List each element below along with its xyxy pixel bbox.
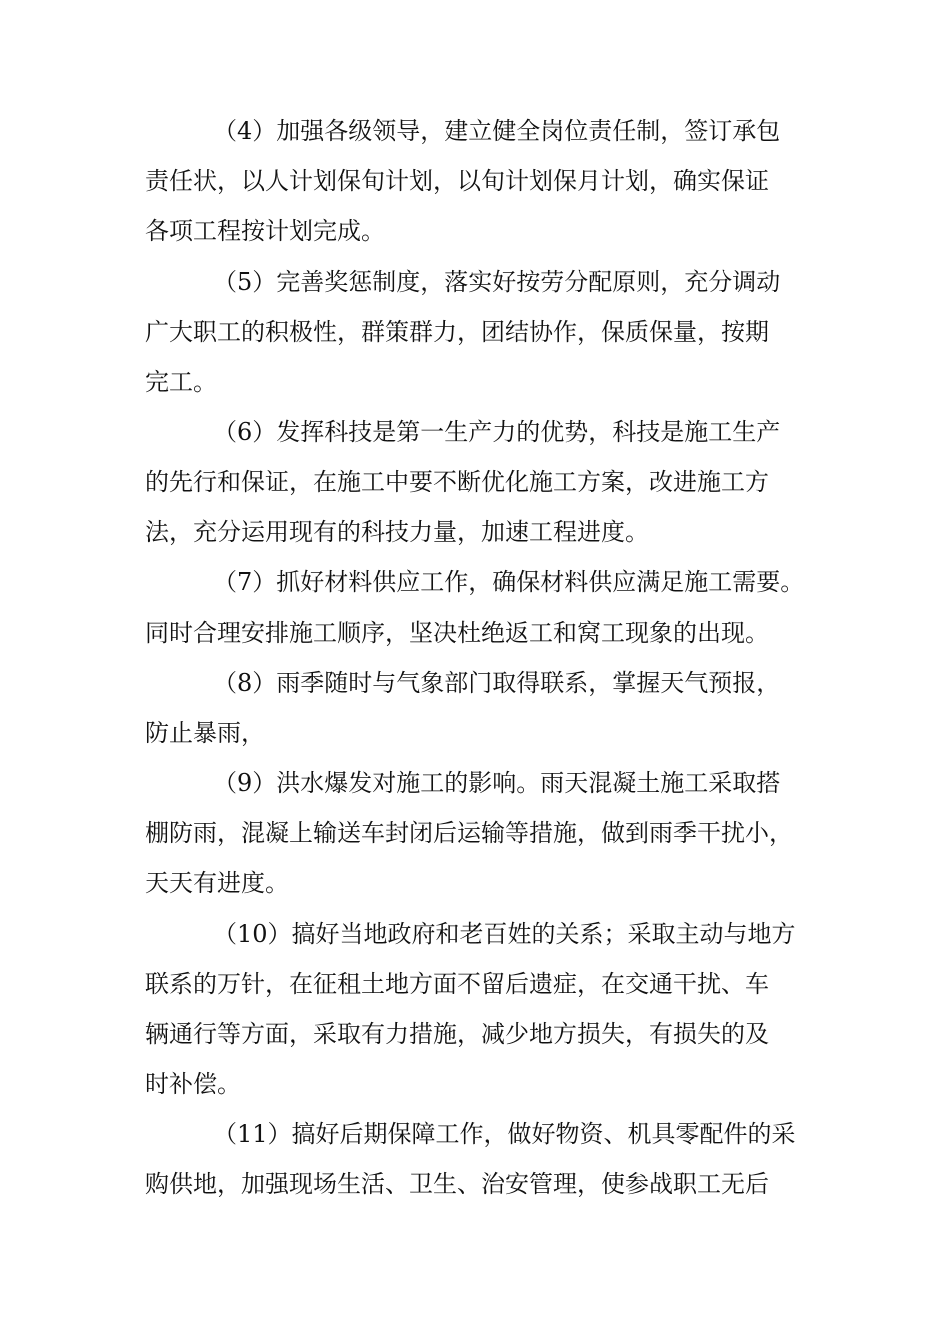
- paragraph-line: 广大职工的积极性，群策群力，团结协作，保质保量，按期: [145, 318, 769, 346]
- paragraph-line: 防止暴雨，: [145, 719, 265, 747]
- paragraph-line: 辆通行等方面，采取有力措施，减少地方损失，有损失的及: [145, 1020, 769, 1048]
- paragraph-line: 完工。: [145, 368, 217, 396]
- paragraph-line: （7）抓好材料供应工作，确保材料供应满足施工需要。: [213, 568, 805, 596]
- paragraph-line: 责任状，以人计划保旬计划，以旬计划保月计划，确实保证: [145, 167, 769, 195]
- paragraph-line: （11）搞好后期保障工作，做好物资、机具零配件的采: [213, 1120, 796, 1148]
- paragraph-line: 天天有进度。: [145, 869, 289, 897]
- paragraph-line: 购供地，加强现场生活、卫生、治安管理，使参战职工无后: [145, 1170, 769, 1198]
- paragraph-line: 棚防雨，混凝上输送车封闭后运输等措施，做到雨季干扰小，: [145, 819, 793, 847]
- paragraph-line: 联系的万针，在征租土地方面不留后遗症，在交通干扰、车: [145, 970, 769, 998]
- paragraph-line: 法，充分运用现有的科技力量，加速工程进度。: [145, 518, 649, 546]
- paragraph-line: 的先行和保证，在施工中要不断优化施工方案，改进施工方: [145, 468, 769, 496]
- paragraph-line: （9）洪水爆发对施工的影响。雨天混凝土施工采取搭: [213, 769, 781, 797]
- paragraph-line: （5）完善奖惩制度，落实好按劳分配原则，充分调动: [213, 268, 781, 296]
- paragraph-line: （8）雨季随时与气象部门取得联系，掌握天气预报，: [213, 669, 781, 697]
- paragraph-line: （4）加强各级领导，建立健全岗位责任制，签订承包: [213, 117, 781, 145]
- paragraph-line: （10）搞好当地政府和老百姓的关系；采取主动与地方: [213, 920, 796, 948]
- paragraph-line: 时补偿。: [145, 1070, 241, 1098]
- paragraph-line: （6）发挥科技是第一生产力的优势，科技是施工生产: [213, 418, 781, 446]
- paragraph-line: 同时合理安排施工顺序，坚决杜绝返工和窝工现象的出现。: [145, 619, 769, 647]
- paragraph-line: 各项工程按计划完成。: [145, 217, 385, 245]
